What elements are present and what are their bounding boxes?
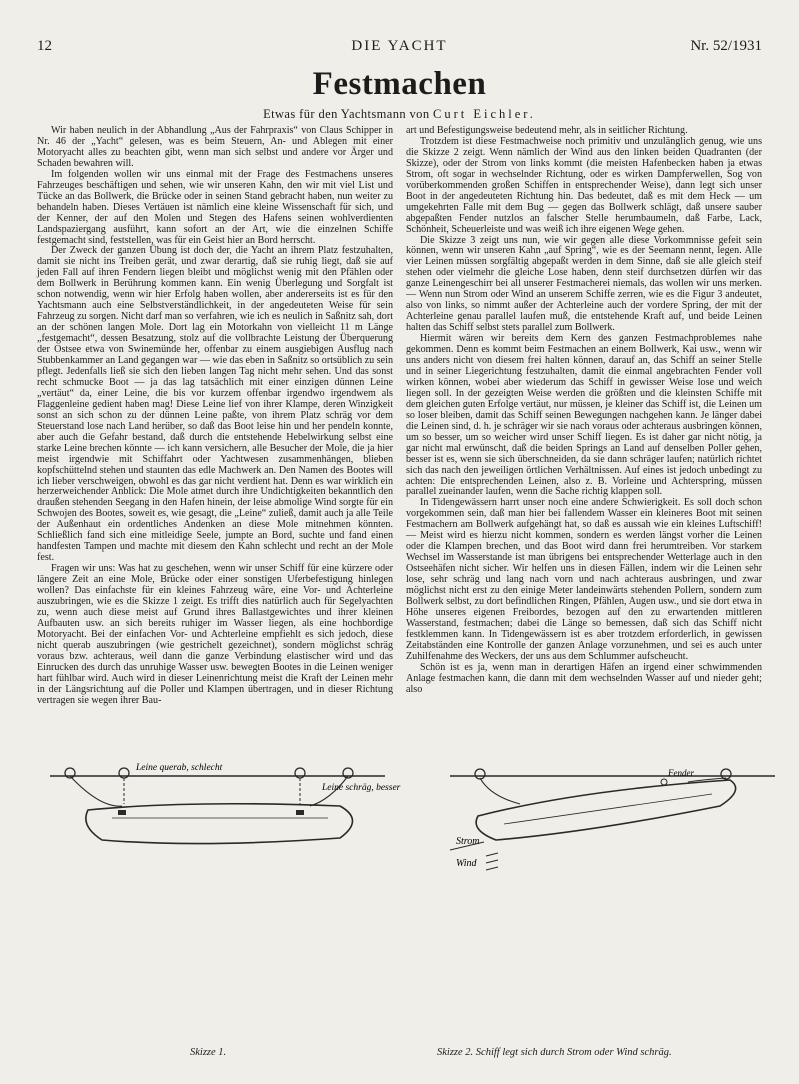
sketch-2-figure bbox=[420, 760, 780, 1040]
label-current: Strom bbox=[456, 836, 480, 847]
page-header bbox=[0, 38, 799, 58]
paragraph: Hiermit wären wir bereits dem Kern des ganzen Festmachproblemes nahe gekommen. Denn es kommt beim Festmachen an einem Bollwerk, Kai usw., wenn wir uns anders nicht von diesem frei halten können, darauf an, das Schiff an seiner Stelle und in seiner Liegerichtung festzuhalten, damit die einmal angebrachten Fender voll wirken können, wobei aber wiederum das Schiff in gewisser Weise lose und weich liegen soll. In der gezeigten Weise werden die größten und die kleinsten Schiffe mit dem gleichen guten Erfolge vertäut, nur müssen, je kleiner das Schiff ist, die Leinen um so loser bleiben, damit das Schiff seinen Bewegungen nachgehen kann. Je länger dabei die Leinen sind, d. h. je schräger wir sie nach voraus oder achteraus ausbringen können, um so besser, um so weicher wird unser Schiff liegen. Es ist daher gar nicht nötig, ja gar nicht mal erwünscht, daß die beiden Springs an Land auf denselben Poller gehen, besser ist es, wenn sie sich überschneiden, da sie dann schräger laufen; natürlich richtet sich das nach den jeweiligen örtlichen Verhältnissen. Auf eines ist jedoch unbedingt zu achten: Die entsprechenden Leinen, also z. B. Vorleine und Achterspring, müssen parallel zueinander laufen, wenn die Sache richtig klappen soll. bbox=[406, 333, 762, 498]
subtitle-prefix: Etwas für den Yachtsmann von bbox=[263, 107, 434, 121]
paragraph: Trotzdem ist diese Festmachweise noch primitiv und unzulänglich genug, wie uns die Skizze 2 zeigt. Wenn nämlich der Wind aus den linken beiden Quadranten (der Skizze), oder der Strom von links kommt (die meisten Hafenbecken haben ja etwas Strom, oft sogar in wechselnder Richtung, oder es wirken Dampferwellen, Sog von vorüberkommenden großen Schiffen in entsprechender Weise), dann legt sich unser Boot in der angedeuteten Richtung hin. Das bedeutet, daß es mit dem Heck — um umgekehrten Falle mit dem Bug — gegen das Bollwerk schlägt, daß unsere sauber abgepaßten Fender nutzlos an falscher Stelle herumbaumeln, daß Farbe, Lack, Schönheit, Scheuerleiste und was weiß ich ihre eigenen Wege gehen. bbox=[406, 135, 762, 235]
sketch-1-figure bbox=[40, 760, 401, 1040]
label-perpendicular-line: Leine querab, schlecht bbox=[136, 763, 223, 773]
deck-line bbox=[504, 794, 712, 824]
paragraph: art und Befestigungsweise bedeutend mehr, als in seitlicher Richtung. bbox=[406, 125, 688, 136]
paragraph: Der Zweck der ganzen Übung ist doch der, die Yacht an ihrem Platz festzuhalten, damit sie nicht ins Treiben gerät, und zwar derartig, daß sie ruhig liegt, daß sie auf jeden Fall auf ihren Fendern liegen bleibt und möglichst wenig mit den Pfählen oder dem Bollwerk in Berührung kommen kann. Ein wenig Überlegung und Sorgfalt ist schon notwendig, wenn wir hier Erfolg haben wollen, aber andererseits ist es für den Yachtsmann auch eine Selbstverständlichkeit, in der angedeuteten Weise für sein Fahrzeug zu sorgen. Nicht darf man so verfahren, wie ich es neulich in Saßnitz sah, dort an der schönen langen Mole. Dort lag ein Motorkahn von vielleicht 11 m Länge „festgemacht“, dessen Besatzung, stolz auf die vollbrachte Leistung der Überquerung der Ostsee etwa von Swinemünde her, offenbar zu einem ausgiebigen Ausflug nach Stubbenkammer an Land gegangen war — wie das eben in Saßnitz so ortsüblich zu sein pflegt. Jedenfalls ließ sie sich den lieben langen Tag nicht mehr sehen. Und das sonst recht schmucke Boot — ja das lag tatsächlich mit einer einzigen dünnen Leine „vertäut“ da, einer Leine, die bis vor kurzem offenbar irgendwo irgendwem als Flaggenleine gedient haben mag! Diese Leine lief von ihrer Klampe, deren Winzigkeit sonst an sich schon zu der dünnen Leine paßte, von ihrem Platz schräg vor dem Steuerstand lose nach Land herüber, so daß das Boot leise hin und her pendeln konnte, aber auch die Gefahr bestand, daß durch die entstehende Hebelwirkung selbst eine starke Leine brechen könnte — ich kann versichern, alle Besucher der Mole, die ja hier meist irgendwie mit Schiffahrt oder Yachtwesen zusammenhängen, blieben kopfschüttelnd stehen und staunten das edle Machwerk an. Den Namen des Bootes will ich lieber verschweigen, obwohl es das gar nicht verdient hat. Denn es war wirklich ein herzerweichender Anblick: Die Mole atmet durch ihre Undichtigkeiten bekanntlich den draußen stehenden Seegang in den Hafen hinein, der leise abmolige Wind sorgte für ein Schwojen des Bootes, soweit es, wie gesagt, die „Leine“ zuließ, damit auch ja alle Teile der Außenhaut ein ordentliches Andenken an diese Mole mitnehmen könnten. Schließlich fand sich eine mitleidige Seele, jumpte an Bord, suchte und fand einen handfesten Tampen und machte mit diesem den Kahn schlecht und recht an der Mole fest. bbox=[37, 245, 393, 564]
cleat bbox=[118, 810, 126, 815]
cleat bbox=[296, 810, 304, 815]
fender bbox=[661, 779, 667, 785]
paragraph: Fragen wir uns: Was hat zu geschehen, wenn wir unser Schiff für eine kürzere oder längere Zeit an eine Mole, Brücke oder einer sonstigen Uferbefestigung hinlegen wollen? Das einfachste für ein kleines Fahrzeug wäre, eine Vor- und Achterleine auszubringen, wie es die Skizze 1 zeigt. Es trifft dies natürlich auch für Segelyachten zu, wenn auch diese meist auf Grund ihres Ballastgewichtes und ihrer kleinen Aufbauten usw. an sich bereits ruhiger im Wasser liegen, als eine hochbordige Motoryacht. Bei der einfachen Vor- und Achterleine empfiehlt es sich jedoch, diese nicht querab auszubringen (wie gestrichelt gezeichnet), sondern möglichst schräg voraus bzw. achteraus, weil dann die ganze Verbindung elastischer wird und das Einrucken des durch das unruhige Wasser usw. bewegten Bootes in die Leinen weniger hart fühlbar wird. Auch wird in dieser Leinenrichtung meist die Kraft der Leinen mehr in der Längsrichtung auf die Poller und Klampen übertragen, und in dieser Richtung vertragen sie wegen ihrer Bau- bbox=[37, 563, 393, 706]
left-column bbox=[37, 126, 393, 707]
article-title: Festmachen bbox=[312, 66, 487, 102]
label-fender: Fender bbox=[668, 768, 694, 778]
label-oblique-line bbox=[321, 783, 401, 793]
right-column bbox=[406, 126, 762, 696]
sketch-1-drawing bbox=[40, 760, 401, 1040]
author-name: Curt Eichler. bbox=[433, 107, 536, 121]
boat-hull bbox=[476, 780, 736, 840]
sketch-2-drawing bbox=[420, 760, 780, 1040]
label-oblique-line-text: Leine schräg, besser bbox=[322, 783, 401, 793]
paragraph: Schön ist es ja, wenn man in derartigen Häfen an irgend einer schwimmenden Anlage festmachen kann, die dann mit dem wechselnden Wasser auf und nieder geht; also bbox=[406, 661, 762, 695]
page-number: 12 bbox=[37, 38, 52, 54]
boat-hull bbox=[86, 804, 353, 844]
paragraph: Im folgenden wollen wir uns einmal mit der Frage des Festmachens unseres Fahrzeuges beschäftigen und sehen, wie wir unseren Kahn, den wir mit viel List und Tücke an das Bollwerk, die Brücke oder in seinen Stand gebracht haben, nun weiter zu behandeln haben. Dieses Vertäuen ist nämlich eine kleine Wissenschaft für sich, und der Kenner, der auf den Molen und Stegen des Hafens seinen wohlverdienten Landspaziergang ausführt, kann sofort an der Art, wie die einzelnen Schiffe festgemacht sind, feststellen, was für ein Geist hier an Bord herrscht. bbox=[37, 168, 393, 246]
paragraph: Die Skizze 3 zeigt uns nun, wie wir gegen alle diese Vorkommnisse gefeit sein können, wenn wir unseren Kahn „auf Spring“, wie es der Seemann nennt, legen. Alle vier Leinen müssen sorgfältig abgepaßt werden in dem Sinne, daß sie alle gleich steif stehen oder vielmehr die gleiche Lose haben, denn steif durchsetzen dürfen wir das ganze Leinengeschirr bei all unserer Festmacherei niemals, das wollen wir uns merken. — Wenn nun Strom oder Wind an unserem Schiffe zerren, wie es die Figur 3 andeutet, also von links, so nimmt außer der Achterleine auch der vordere Spring, der mit der Achterleine genau parallel laufen muß, die entstehende Kraft auf, und beide Leinen halten das Schiff selbst stets parallel zum Bollwerk. bbox=[406, 234, 762, 334]
paragraph: Wir haben neulich in der Abhandlung „Aus der Fahrpraxis“ von Claus Schipper in Nr. 46 der „Yacht“ gelesen, was es beim Steuern, An- und Ablegen mit einer Motoryacht alles zu beachten gibt, wenn man sich selbst und andere vor Ärger und Schaden bewahren will. bbox=[37, 125, 393, 169]
mooring-line bbox=[480, 778, 520, 804]
label-wind: Wind bbox=[456, 858, 477, 869]
sketch-2-caption: Skizze 2. Schiff legt sich durch Strom oder Wind schräg. bbox=[437, 1047, 672, 1058]
article-subtitle bbox=[0, 107, 799, 122]
bollard bbox=[721, 769, 731, 779]
wind-arrows bbox=[486, 853, 498, 870]
bollard bbox=[475, 769, 485, 779]
sketch-1-caption: Skizze 1. bbox=[190, 1047, 227, 1058]
magazine-title: DIE YACHT bbox=[351, 38, 448, 54]
paragraph: In Tidengewässern harrt unser noch eine andere Schwierigkeit. Es soll doch schon vorgekommen sein, daß man hier bei fallendem Wasser ein kleineres Boot mit seinen Festmachern am Bollwerk aufgehängt hat, so daß es aussah wie ein kleines Luftschiff! — Meist wird es hierzu nicht kommen, sondern es werden längst vorher die Leinen oder die Klampen brechen, und das Boot wird dann frei herumtreiben. Vor starkem Wechsel im Wasserstande ist man übrigens bei entsprechender Wetterlage auch in den Ostseehäfen nicht sicher. Wir helfen uns in diesen Fällen, indem wir die Leinen sehr lose, sehr schräg und lang nach vorn und nach achteraus ausbringen, und zwar möglichst nicht erst zu den einige Meter landeinwärts stehenden Pollern, sondern zum Bollwerk selbst, zu dort befindlichen Ringen, Pfählen, Augen usw., und sie dort etwa in Höhe unseres eigenen Freibordes, bezogen auf den zu erwartenden mittleren Wasserstand, festmachen; dabei die Länge so bemessen, daß sich das Schiff nicht festklemmen kann. In Tidengewässern ist es aber trotzdem erforderlich, in gewissen Zeitabständen eine Kontrolle der ganzen Anlage vorzunehmen, und sei es auch unter Zuhilfenahme des Weckers, der uns aus dem Schlummer aufscheucht. bbox=[406, 497, 762, 662]
issue-number: Nr. 52/1931 bbox=[690, 38, 762, 54]
oblique-line bbox=[70, 776, 122, 806]
